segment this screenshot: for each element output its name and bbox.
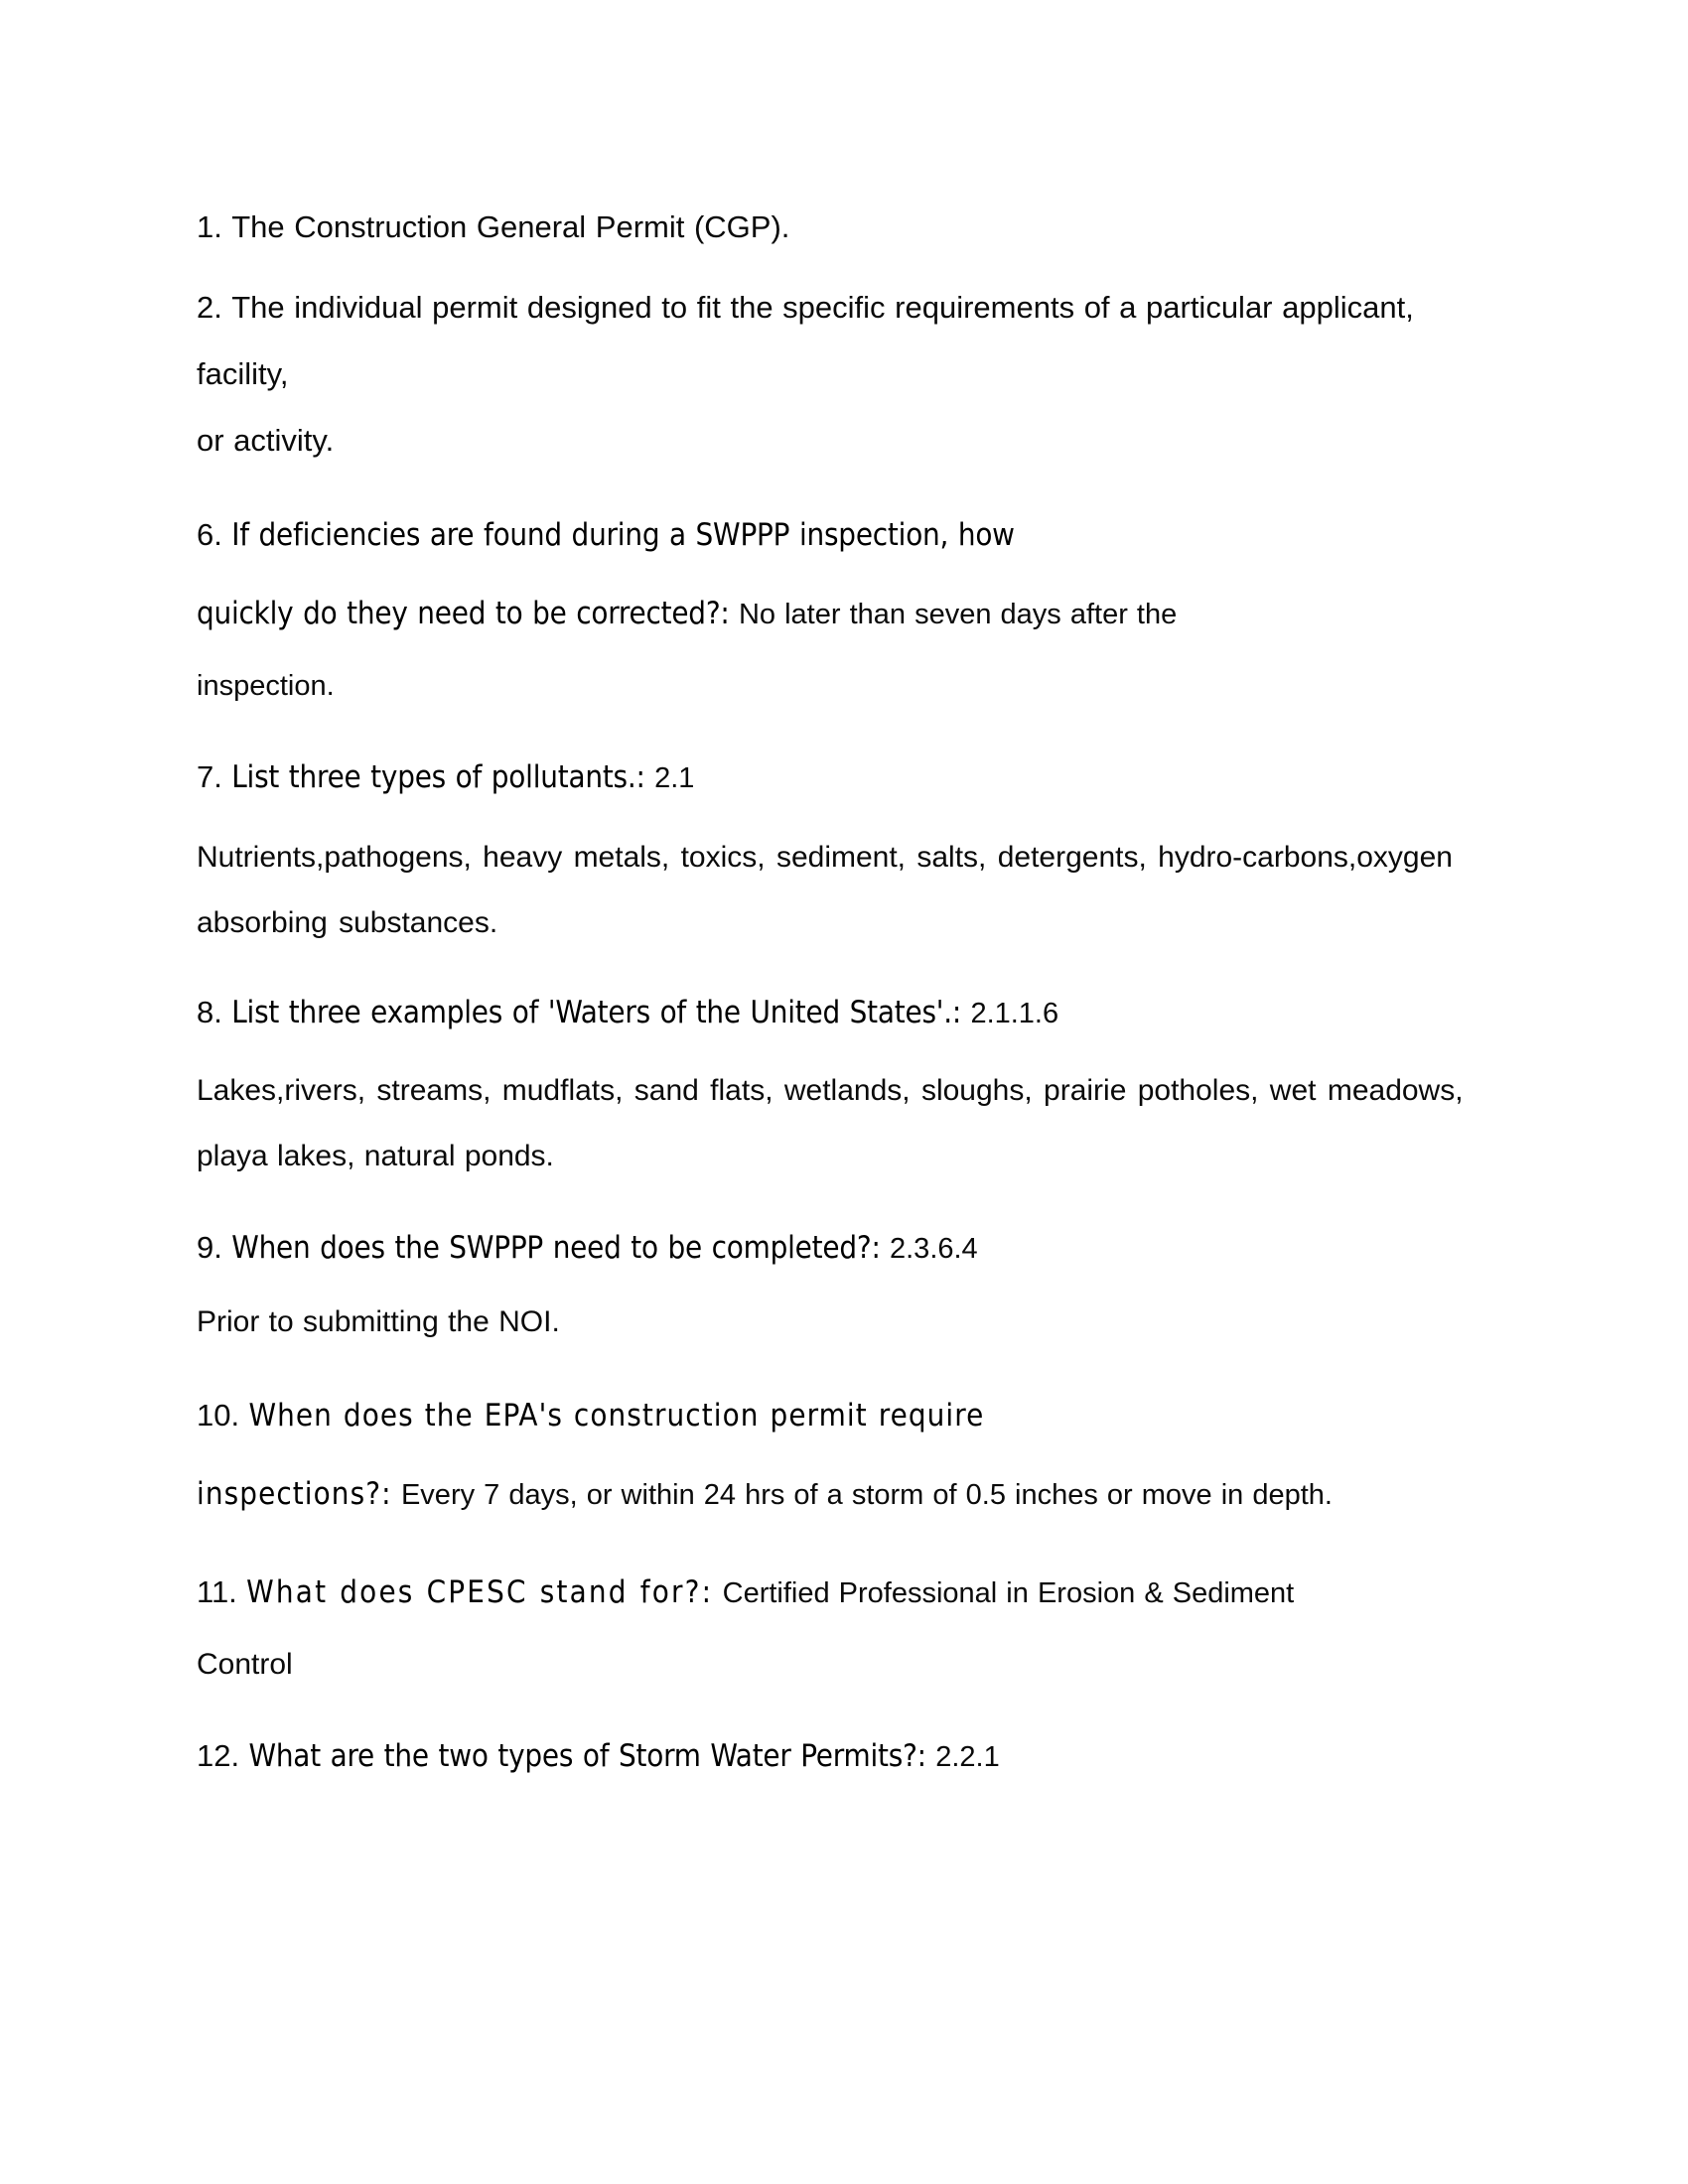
qa-item-11 bbox=[197, 1554, 1495, 1698]
answer-7-line-2: absorbing substances. bbox=[197, 906, 498, 939]
item-2-number: 2. bbox=[197, 290, 222, 325]
item-2-line-1 bbox=[197, 275, 1495, 408]
question-7-number: 7. bbox=[197, 759, 222, 794]
qa-item-9 bbox=[197, 1209, 1495, 1355]
qa-item-10 bbox=[197, 1377, 1495, 1534]
item-1-number: 1. bbox=[197, 209, 222, 244]
item-1-line bbox=[197, 195, 1495, 261]
question-12-text: What are the two types of Storm Water Permits?: bbox=[248, 1738, 926, 1774]
qa-item-6 bbox=[197, 496, 1495, 719]
answer-6-line-2 bbox=[197, 653, 1495, 719]
question-10-text-line-1: When does the EPA's construction permit require bbox=[248, 1398, 985, 1433]
question-6-line-2 bbox=[197, 575, 1495, 653]
answer-6-text-line-2: inspection. bbox=[197, 670, 335, 702]
question-7-line bbox=[197, 739, 1495, 817]
item-2-text-line-1: The individual permit designed to fit the specific requirements of a particular applicant, facility, bbox=[197, 290, 1414, 391]
question-8-number: 8. bbox=[197, 995, 222, 1029]
answer-6-inline: No later than seven days after the bbox=[738, 599, 1178, 630]
qa-item-7 bbox=[197, 739, 1495, 956]
question-11-text: What does CPESC stand for?: bbox=[246, 1574, 714, 1610]
question-12-number: 12. bbox=[197, 1738, 240, 1773]
question-6-text-line-1: If deficiencies are found during a SWPPP inspection, how bbox=[231, 517, 1015, 553]
question-8-text: List three examples of 'Waters of the United States'.: bbox=[231, 995, 962, 1030]
answer-9-line: Prior to submitting the NOI. bbox=[197, 1305, 560, 1338]
answer-8-line-2: playa lakes, natural ponds. bbox=[197, 1140, 554, 1172]
answer-8-line-1: Lakes,rivers, streams, mudflats, sand flats, wetlands, sloughs, prairie potholes, wet meadows, bbox=[197, 1074, 1464, 1107]
question-9-text: When does the SWPPP need to be completed?: bbox=[231, 1230, 881, 1266]
question-9-number: 9. bbox=[197, 1230, 222, 1265]
question-10-line-1 bbox=[197, 1377, 1495, 1455]
item-2-text-line-2: or activity. bbox=[197, 423, 335, 458]
question-12-reference: 2.2.1 bbox=[935, 1741, 1000, 1773]
answer-11-inline: Certified Professional in Erosion & Sediment bbox=[722, 1577, 1295, 1609]
question-8-reference: 2.1.1.6 bbox=[970, 998, 1059, 1029]
question-9-reference: 2.3.6.4 bbox=[890, 1233, 978, 1265]
question-10-number: 10. bbox=[197, 1398, 240, 1433]
question-6-number: 6. bbox=[197, 517, 222, 552]
document-text-column bbox=[197, 195, 1495, 1796]
answer-11-line-2: Control bbox=[197, 1648, 293, 1681]
list-item-2 bbox=[197, 275, 1495, 475]
answer-7-line-1: Nutrients,pathogens, heavy metals, toxics, sediment, salts, detergents, hydro-carbons,oxygen bbox=[197, 841, 1453, 874]
qa-item-12 bbox=[197, 1717, 1495, 1796]
question-7-text: List three types of pollutants.: bbox=[231, 759, 645, 795]
question-8-line bbox=[197, 974, 1495, 1052]
question-6-text-line-2: quickly do they need to be corrected?: bbox=[197, 596, 730, 631]
question-7-reference: 2.1 bbox=[654, 762, 695, 794]
list-item-1 bbox=[197, 195, 1495, 261]
question-9-line bbox=[197, 1209, 1495, 1288]
question-10-text-line-2: inspections?: bbox=[197, 1476, 392, 1512]
qa-item-8 bbox=[197, 974, 1495, 1189]
item-1-text: The Construction General Permit (CGP). bbox=[231, 209, 790, 244]
question-11-line-1 bbox=[197, 1554, 1495, 1632]
question-6-line-1 bbox=[197, 496, 1495, 575]
question-12-line bbox=[197, 1717, 1495, 1796]
question-11-number: 11. bbox=[197, 1574, 237, 1609]
item-2-line-2 bbox=[197, 408, 1495, 475]
question-10-line-2 bbox=[197, 1455, 1495, 1534]
answer-10-inline: Every 7 days, or within 24 hrs of a storm of 0.5 inches or move in depth. bbox=[400, 1479, 1333, 1511]
